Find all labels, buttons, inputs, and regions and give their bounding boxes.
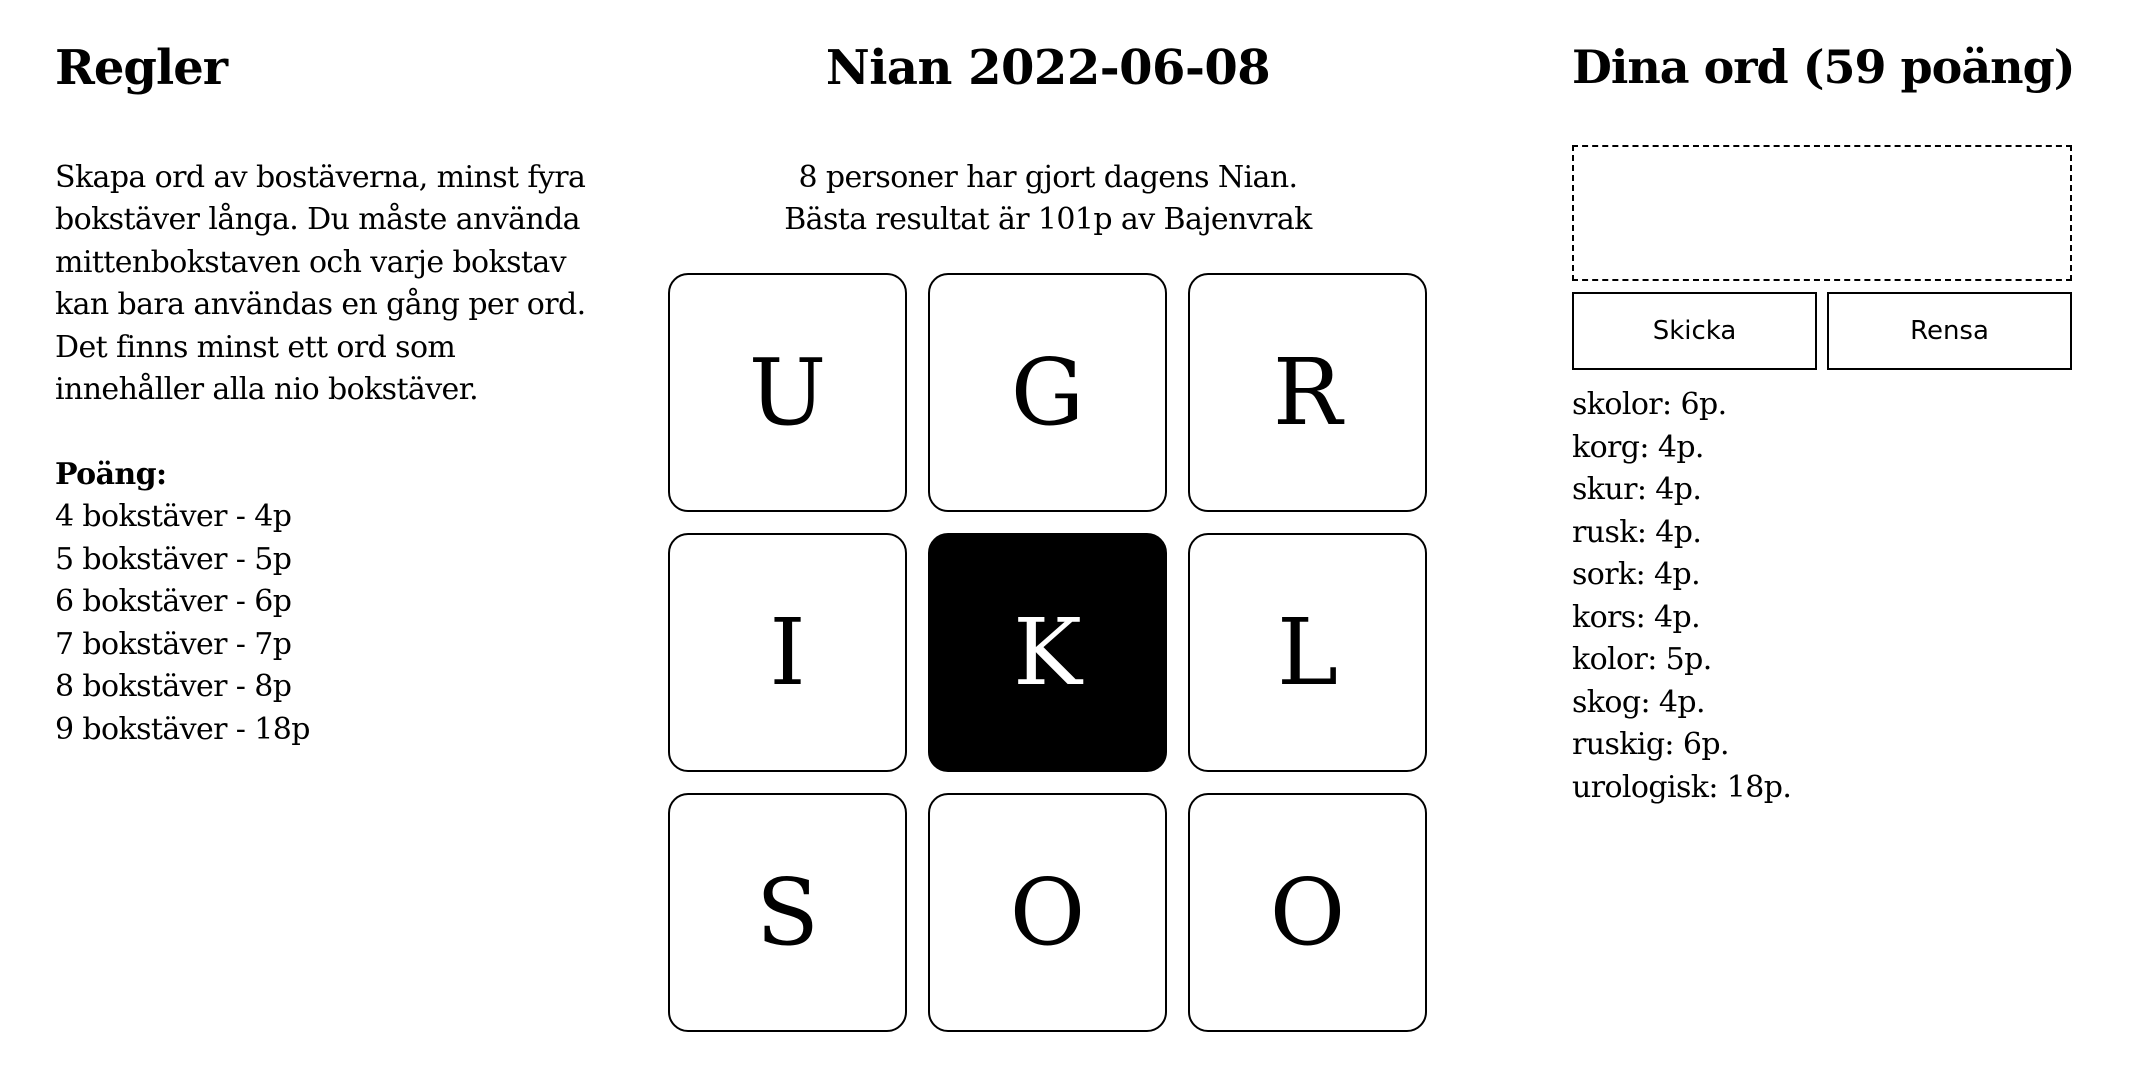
- answers-title: Dina ord (59 poäng): [1572, 40, 2075, 94]
- word-item: kolor: 5p.: [1572, 642, 1712, 677]
- rules-line: innehåller alla nio bokstäver.: [55, 372, 479, 408]
- letter-tile[interactable]: G: [928, 273, 1167, 512]
- players-count-text: 8 personer har gjort dagens Nian.: [798, 159, 1298, 195]
- letter-tile[interactable]: O: [1188, 793, 1427, 1032]
- letter-tile[interactable]: I: [668, 533, 907, 772]
- game-title: Nian 2022-06-08: [825, 40, 1271, 96]
- points-item: 4 bokstäver - 4p: [55, 499, 292, 535]
- letter-grid: [668, 273, 1428, 1033]
- word-item: urologisk: 18p.: [1572, 769, 1792, 805]
- word-item: skur: 4p.: [1572, 472, 1702, 507]
- word-item: ruskig: 6p.: [1572, 727, 1729, 762]
- word-item: skog: 4p.: [1572, 684, 1705, 720]
- rules-line: mittenbokstaven och varje bokstav: [55, 244, 566, 280]
- answers-panel: [1572, 40, 2077, 805]
- points-list: [55, 496, 615, 751]
- rules-line: bokstäver långa. Du måste använda: [55, 202, 580, 238]
- word-item: kors: 4p.: [1572, 599, 1701, 635]
- points-item: 9 bokstäver - 18p: [55, 711, 310, 747]
- letter-tile[interactable]: R: [1188, 273, 1427, 512]
- rules-text: [55, 157, 615, 412]
- center-letter-tile[interactable]: K: [928, 533, 1167, 772]
- word-item: rusk: 4p.: [1572, 514, 1702, 550]
- letter-tile[interactable]: O: [928, 793, 1167, 1032]
- points-item: 7 bokstäver - 7p: [55, 626, 292, 662]
- letter-tile[interactable]: U: [668, 273, 907, 512]
- word-item: korg: 4p.: [1572, 429, 1704, 465]
- rules-title: Regler: [55, 40, 228, 96]
- word-input[interactable]: [1572, 145, 2072, 281]
- button-row: [1572, 292, 2072, 370]
- letter-tile[interactable]: S: [668, 793, 907, 1032]
- points-item: 5 bokstäver - 5p: [55, 541, 292, 577]
- word-item: sork: 4p.: [1572, 557, 1701, 592]
- points-item: 6 bokstäver - 6p: [55, 584, 292, 620]
- best-result-text: Bästa resultat är 101p av Bajenvrak: [784, 202, 1312, 238]
- rules-line: kan bara användas en gång per ord.: [55, 287, 586, 323]
- rules-line: Skapa ord av bostäverna, minst fyra: [55, 159, 586, 195]
- word-item: skolor: 6p.: [1572, 387, 1727, 422]
- send-button[interactable]: Skicka: [1572, 292, 1817, 370]
- letter-tile[interactable]: L: [1188, 533, 1427, 772]
- points-item: 8 bokstäver - 8p: [55, 669, 292, 705]
- game-info: [668, 157, 1428, 242]
- game-panel: [668, 40, 1428, 966]
- words-list: [1572, 384, 1791, 809]
- rules-line: Det finns minst ett ord som: [55, 329, 456, 365]
- clear-button[interactable]: Rensa: [1827, 292, 2072, 370]
- rules-panel: [55, 42, 615, 751]
- points-heading: Poäng:: [55, 456, 167, 492]
